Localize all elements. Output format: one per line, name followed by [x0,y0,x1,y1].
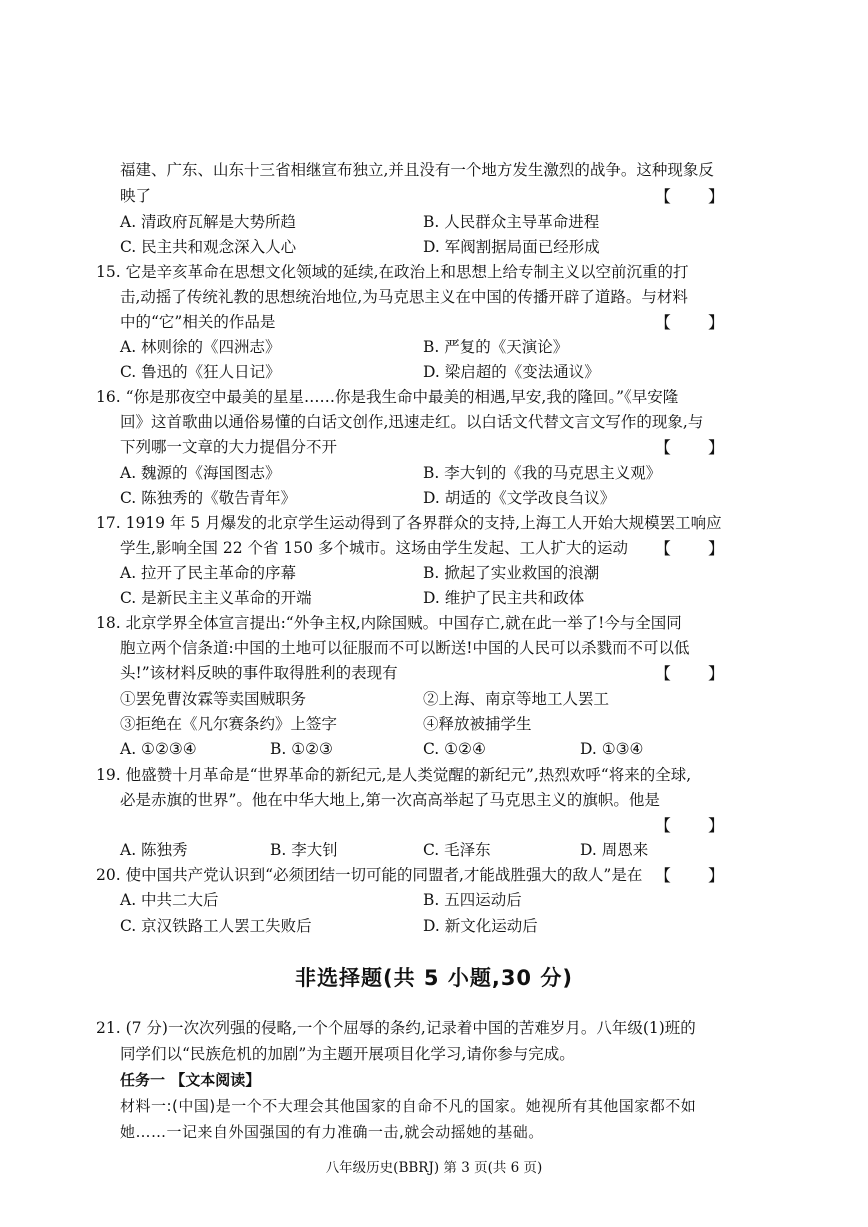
q18-line-3: 头!”该材料反映的事件取得胜利的表现有 [120,664,398,682]
q16-line-3: 下列哪一文章的大力提倡分不开 [120,438,338,456]
answer-bracket: 【 】 [654,187,740,206]
q20-option-c: C. 京汉铁路工人罢工失败后 [120,917,312,935]
q15-option-b: B. 严复的《天演论》 [423,338,569,356]
q15-line-1: 15. 它是辛亥革命在思想文化领域的延续,在政治上和思想上给专制主义以空前沉重的打 [96,263,689,281]
answer-bracket: 【 】 [654,539,740,558]
q17-option-c: C. 是新民主主义革命的开端 [120,589,312,607]
q21-line-1: 21. (7 分)一次次列强的侵略,一个个屈辱的条约,记录着中国的苦难岁月。八年级(1)班的 [96,1019,696,1037]
q18-option-a: A. ①②③④ [120,740,197,758]
q17-line-2: 学生,影响全国 22 个省 150 多个城市。这场由学生发起、工人扩大的运动 [120,539,628,557]
answer-bracket: 【 】 [654,313,740,332]
material-line-1: 材料一:(中国)是一个不大理会其他国家的自命不凡的国家。她视所有其他国家都不如 [120,1097,697,1115]
q15-line-3: 中的“它”相关的作品是 [120,313,276,331]
q16-option-a: A. 魏源的《海国图志》 [120,464,281,482]
q20-option-d: D. 新文化运动后 [423,917,538,935]
q15-line-2: 击,动摇了传统礼教的思想统治地位,为马克思主义在中国的传播开辟了道路。与材料 [120,288,688,306]
answer-bracket: 【 】 [654,438,740,457]
q18-line-1: 18. 北京学界全体宣言提出:“外争主权,内除国贼。中国存亡,就在此一举了!今与全国同 [96,614,682,632]
q18-item-2: ②上海、南京等地工人罢工 [423,690,610,708]
q16-option-c: C. 陈独秀的《敬告青年》 [120,489,297,507]
q20-line-1: 20. 使中国共产党认识到“必须团结一切可能的同盟者,才能战胜强大的敌人”是在 [96,866,643,884]
q14-option-d: D. 军阀割据局面已经形成 [423,238,600,256]
q14-line-1: 福建、广东、山东十三省相继宣布独立,并且没有一个地方发生激烈的战争。这种现象反 [120,161,714,179]
q16-line-2: 回》这首歌曲以通俗易懂的白话文创作,迅速走红。以白话文代替文言文写作的现象,与 [120,413,704,431]
q18-option-d: D. ①③④ [580,740,644,758]
task-heading: 任务一 【文本阅读】 [120,1071,261,1089]
q19-option-c: C. 毛泽东 [423,841,491,859]
q17-option-a: A. 拉开了民主革命的序幕 [120,564,297,582]
q19-option-b: B. 李大钊 [270,841,338,859]
q19-option-a: A. 陈独秀 [120,841,188,859]
q16-option-b: B. 李大钊的《我的马克思主义观》 [423,464,662,482]
q19-line-1: 19. 他盛赞十月革命是“世界革命的新纪元,是人类觉醒的新纪元”,热烈欢呼“将来的全球, [96,766,692,784]
q20-option-b: B. 五四运动后 [423,891,522,909]
q14-line-2: 映了 [120,187,152,205]
q18-line-2: 胞立两个信条道:中国的土地可以征服而不可以断送!中国的人民可以杀戮而不可以低 [120,639,690,657]
q19-option-d: D. 周恩来 [580,841,649,859]
q15-option-c: C. 鲁迅的《狂人日记》 [120,363,281,381]
q18-item-1: ①罢免曹汝霖等卖国贼职务 [120,690,307,708]
q19-line-2: 必是赤旗的世界”。他在中华大地上,第一次高高举起了马克思主义的旗帜。他是 [120,791,660,809]
q14-option-b: B. 人民群众主导革命进程 [423,213,600,231]
q16-option-d: D. 胡适的《文学改良刍议》 [423,489,616,507]
material-line-2: 她……一记来自外国强国的有力准确一击,就会动摇她的基础。 [120,1123,544,1141]
q18-item-3: ③拒绝在《凡尔赛条约》上签字 [120,715,338,733]
q17-option-b: B. 掀起了实业救国的浪潮 [423,564,600,582]
answer-bracket: 【 】 [654,866,740,885]
answer-bracket: 【 】 [654,816,740,835]
q18-item-4: ④释放被捕学生 [423,715,532,733]
answer-bracket: 【 】 [654,664,740,683]
q14-option-a: A. 清政府瓦解是大势所趋 [120,213,297,231]
q20-option-a: A. 中共二大后 [120,891,219,909]
q16-line-1: 16. “你是那夜空中最美的星星……你是我生命中最美的相遇,早安,我的隆回。”《早安隆 [96,388,679,406]
section-title: 非选择题(共 5 小题,30 分) [295,966,573,990]
q17-line-1: 17. 1919 年 5 月爆发的北京学生运动得到了各界群众的支持,上海工人开始大规模罢工响应 [96,514,722,532]
page-footer: 八年级历史(BBRJ) 第 3 页(共 6 页) [325,1160,543,1176]
q15-option-a: A. 林则徐的《四洲志》 [120,338,281,356]
q18-option-c: C. ①②④ [423,740,486,758]
q18-option-b: B. ①②③ [270,740,333,758]
q14-option-c: C. 民主共和观念深入人心 [120,238,297,256]
q17-option-d: D. 维护了民主共和政体 [423,589,585,607]
q21-line-2: 同学们以“民族危机的加剧”为主题开展项目化学习,请你参与完成。 [120,1045,575,1063]
q15-option-d: D. 梁启超的《变法通议》 [423,363,600,381]
